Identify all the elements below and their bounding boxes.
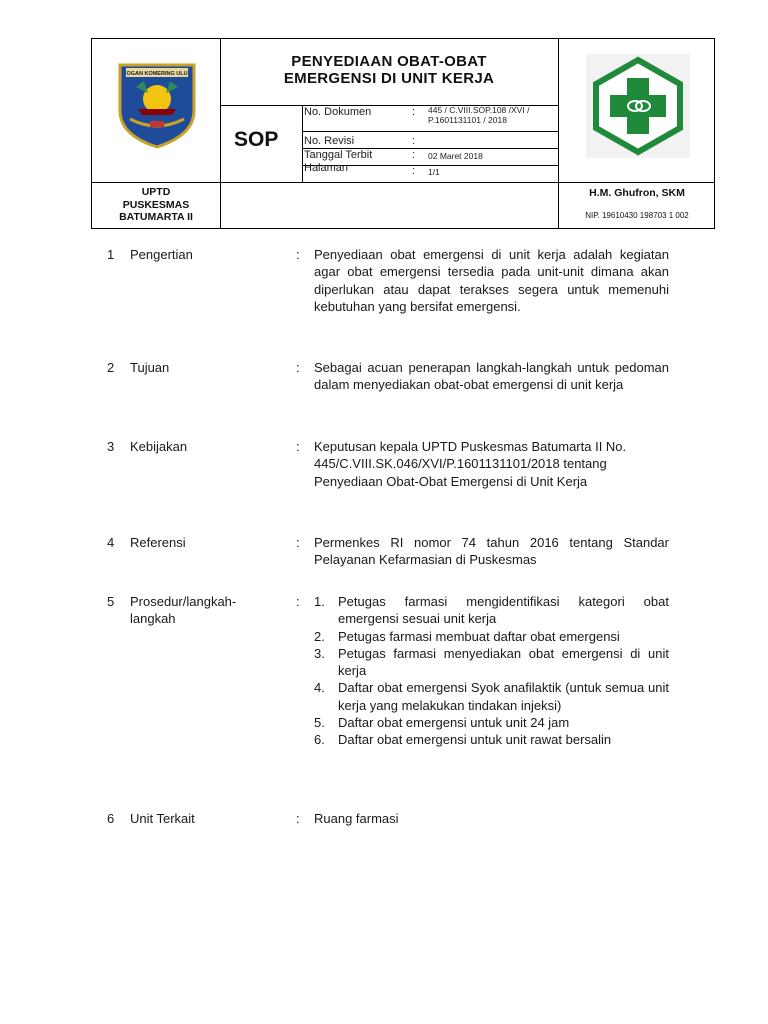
sop-label: SOP: [234, 128, 279, 151]
section-label: Referensi: [130, 535, 186, 550]
section-number: 3: [107, 439, 115, 454]
step-number: 6.: [314, 732, 325, 748]
step-number: 5.: [314, 715, 325, 731]
step-text: Daftar obat emergensi untuk unit rawat bersalin: [338, 732, 612, 748]
document-title: [220, 53, 558, 87]
meta-label-page: Halaman: [304, 162, 349, 174]
title-line: EMERGENSI DI UNIT KERJA: [283, 70, 495, 87]
puskesmas-logo: [586, 54, 690, 158]
meta-colon: :: [412, 165, 416, 177]
list-item: [314, 645, 669, 680]
section-colon: :: [296, 811, 300, 826]
section-colon: :: [296, 247, 300, 262]
meta-value-document-no: 445 / C.VIII.SOP.108 /XVI / P.1601131101 / 2018: [428, 105, 530, 125]
org-line: BATUMARTA II: [119, 211, 193, 223]
step-text: Petugas farmasi menyediakan obat emergensi di unit kerja: [338, 645, 669, 679]
step-number: 3.: [314, 645, 325, 661]
step-text: Daftar obat emergensi Syok anafilaktik (untuk semua unit kerja yang melakukan tindakan injeksi): [338, 680, 669, 713]
org-line: PUSKESMAS: [122, 198, 190, 211]
step-number: 2.: [314, 628, 325, 644]
meta-value-page: 1/1: [428, 167, 440, 177]
section-text: Penyediaan obat emergensi di unit kerja adalah kegiatan agar obat emergensi tersedia pada unit-unit dimana akan diperlukan atau dapat terakses segera untuk memenuhi kebutuhan yang bersifat emergensi.: [314, 247, 669, 314]
emblem-text: OGAN KOMERING ULU: [126, 71, 188, 77]
section-label: Kebijakan: [130, 439, 188, 454]
section-label: Prosedur/langkah-langkah: [130, 594, 237, 627]
signer-nip: NIP. 19610430 198703 1 002: [585, 211, 689, 220]
section-colon: :: [296, 535, 300, 550]
signer-name: H.M. Ghufron, SKM: [589, 187, 685, 199]
list-item: [314, 714, 669, 731]
meta-colon: :: [412, 106, 416, 118]
section-text: Sebagai acuan penerapan langkah-langkah untuk pedoman dalam menyediakan obat-obat emergensi di unit kerja: [314, 360, 669, 393]
section-number: 2: [107, 360, 115, 375]
section-label: Unit Terkait: [130, 811, 195, 826]
meta-label-revision: No. Revisi: [304, 135, 355, 147]
regency-emblem-icon: [114, 59, 200, 149]
section-colon: :: [296, 360, 300, 375]
list-item: [314, 628, 669, 645]
step-number: 1.: [314, 594, 325, 609]
step-text: Petugas farmasi mengidentifikasi kategori obat emergensi sesuai unit kerja: [338, 594, 669, 627]
puskesmas-cross-logo-icon: [586, 54, 690, 158]
section-number: 5: [107, 594, 115, 609]
section-label: Tujuan: [130, 360, 170, 375]
meta-colon: :: [412, 135, 416, 147]
org-line: UPTD: [141, 186, 171, 198]
section-colon: :: [296, 439, 300, 454]
header-divider: [302, 105, 303, 182]
meta-label-document-no: No. Dokumen: [304, 106, 372, 118]
section-text: Permenkes RI nomor 74 tahun 2016 tentang Standar Pelayanan Kefarmasian di Puskesmas: [314, 535, 669, 568]
step-text: Petugas farmasi membuat daftar obat emergensi: [338, 628, 620, 644]
list-item: [314, 593, 669, 628]
sop-header-table: [91, 38, 715, 229]
list-item: [314, 679, 669, 714]
header-divider: [302, 131, 558, 132]
header-divider: [92, 182, 714, 183]
section-number: 6: [107, 811, 115, 826]
meta-value-issue-date: 02 Maret 2018: [428, 151, 483, 161]
meta-colon: :: [412, 149, 416, 161]
section-number: 1: [107, 247, 115, 262]
section-number: 4: [107, 535, 115, 550]
step-text: Daftar obat emergensi untuk unit 24 jam: [338, 715, 570, 731]
section-colon: :: [296, 594, 300, 609]
list-item: [314, 731, 669, 748]
section-label: Pengertian: [130, 247, 193, 262]
section-text: Keputusan kepala UPTD Puskesmas Batumarta II No. 445/C.VIII.SK.046/XVI/P.1601131101/2018 tentang Penyediaan Obat-Obat Emergensi di Unit Kerja: [314, 439, 627, 489]
meta-label-issue-date: Tanggal Terbit: [304, 149, 373, 161]
section-text: Ruang farmasi: [314, 811, 399, 826]
step-number: 4.: [314, 680, 325, 696]
header-divider: [558, 39, 559, 228]
title-line: PENYEDIAAN OBAT-OBAT: [291, 53, 487, 70]
procedure-steps: [314, 593, 669, 749]
organization-name: [92, 186, 220, 224]
